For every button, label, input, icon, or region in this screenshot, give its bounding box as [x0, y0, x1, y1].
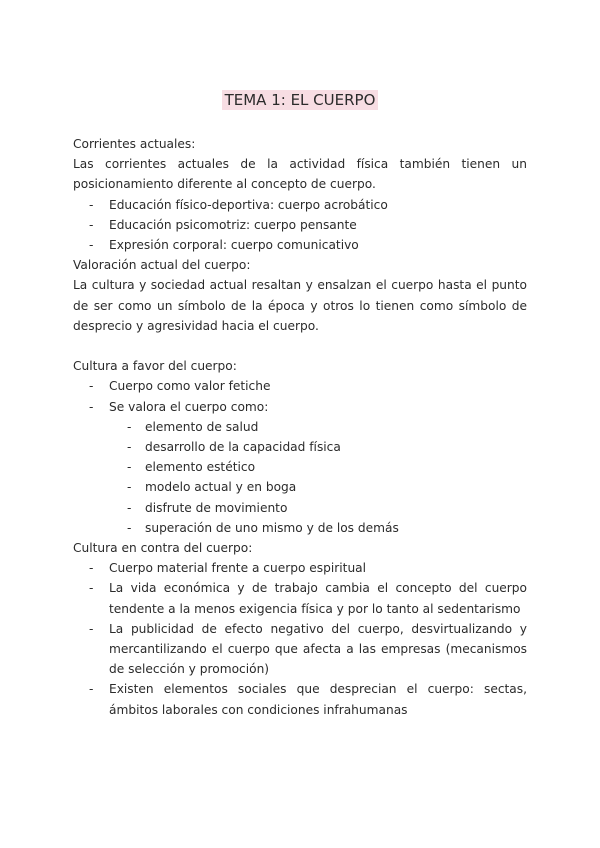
list-item: - Se valora el cuerpo como:: [89, 399, 269, 414]
sub-list-item: - modelo actual y en boga: [127, 480, 297, 495]
contra-list: [73, 558, 527, 720]
valoracion-paragraph: La cultura y sociedad actual resaltan y ensalzan el cuerpo hasta el punto de ser como un símbolo de la época y otros lo tienen como símbolo de desprecio y agresividad hacia el cuerpo.: [73, 278, 527, 333]
sub-list-item: - superación de uno mismo y de los demás: [127, 520, 399, 535]
document-body: [73, 134, 527, 720]
list-item: - La publicidad de efecto negativo del cuerpo, desvirtualizando y mercantilizando el cuerpo que afecta a las empresas (mecanismos de selección y promoción): [89, 621, 527, 677]
page-title: [0, 88, 600, 112]
title-highlight: TEMA 1: EL CUERPO: [222, 90, 379, 110]
corrientes-list: [73, 195, 527, 256]
valoracion-heading: Valoración actual del cuerpo:: [73, 258, 251, 273]
list-item: - Educación psicomotriz: cuerpo pensante: [89, 217, 357, 232]
favor-sublist: [73, 417, 527, 538]
contra-heading: Cultura en contra del cuerpo:: [73, 541, 253, 556]
corrientes-paragraph: Las corrientes actuales de la actividad física también tienen un posicionamiento diferente al concepto de cuerpo.: [73, 157, 527, 192]
sub-list-item: - elemento de salud: [127, 419, 259, 434]
spacer: [73, 336, 527, 356]
sub-list-item: - elemento estético: [127, 460, 256, 475]
list-item: - Cuerpo como valor fetiche: [89, 379, 271, 394]
sub-list-item: - disfrute de movimiento: [127, 500, 288, 515]
sub-list-item: - desarrollo de la capacidad física: [127, 440, 341, 455]
list-item: - Expresión corporal: cuerpo comunicativo: [89, 238, 359, 253]
list-item: - Existen elementos sociales que desprecian el cuerpo: sectas, ámbitos laborales con condiciones infrahumanas: [89, 682, 527, 717]
list-item: - Educación físico-deportiva: cuerpo acrobático: [89, 197, 388, 212]
corrientes-heading: Corrientes actuales:: [73, 137, 196, 151]
favor-list: [73, 376, 527, 416]
list-item: - Cuerpo material frente a cuerpo espiritual: [89, 561, 367, 576]
list-item: - La vida económica y de trabajo cambia el concepto del cuerpo tendente a la menos exigencia física y por lo tanto al sedentarismo: [89, 581, 527, 616]
favor-heading: Cultura a favor del cuerpo:: [73, 359, 237, 374]
